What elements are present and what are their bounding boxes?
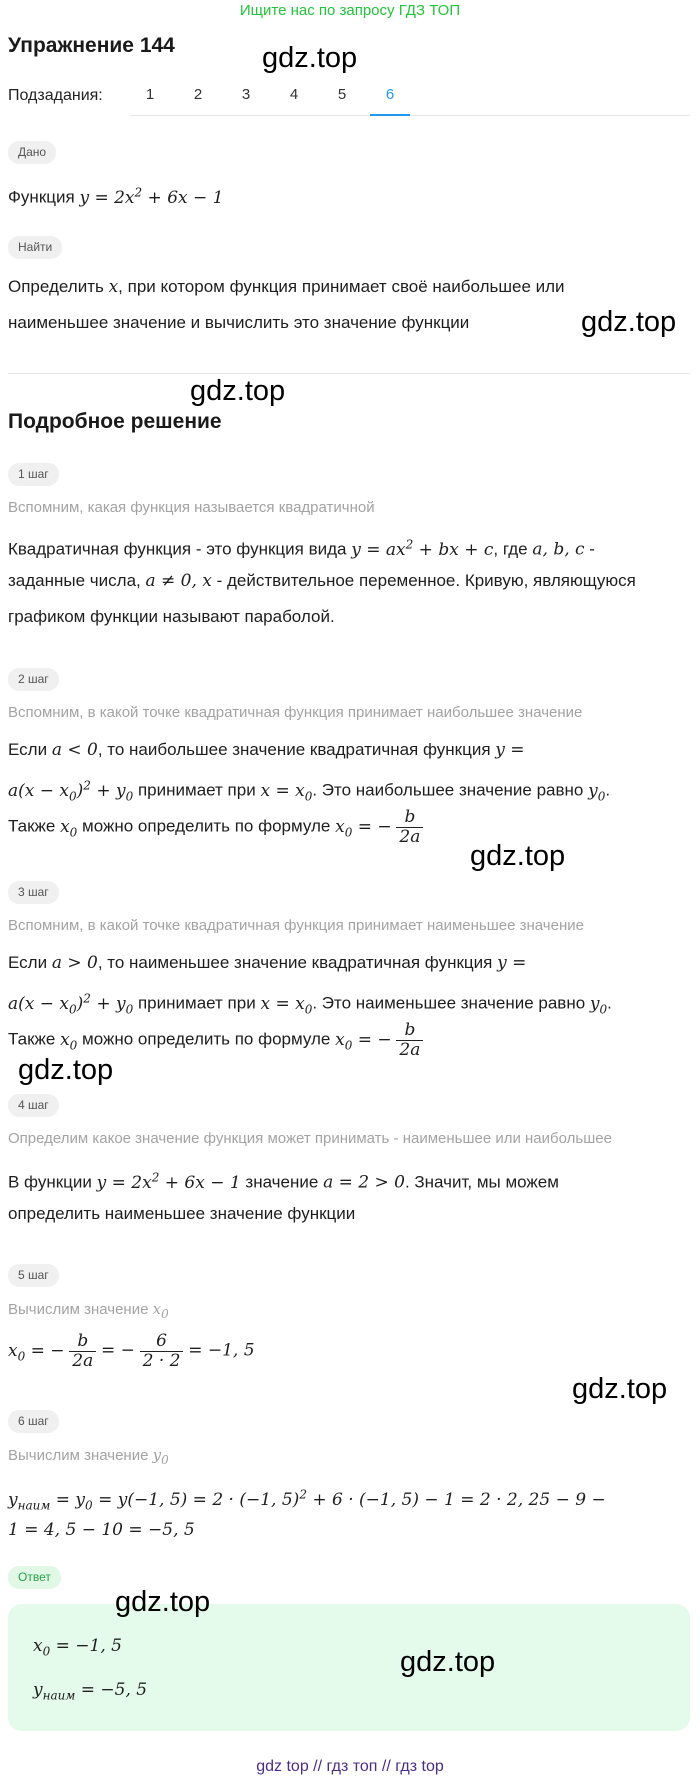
subtask-tab-1[interactable]: 1 bbox=[145, 86, 155, 103]
step-tag: 3 шаг bbox=[8, 881, 59, 904]
step-1-line-1: Квадратичная функция - это функция вида $y = ax^2$ + bx + c, где a, b, c - bbox=[8, 537, 595, 560]
footer-links bbox=[0, 1758, 700, 1776]
step-hint: Вычислим значение $y_0$ bbox=[8, 1446, 169, 1467]
step-hint: Определим какое значение функция может принимать - наименьшее или наибольшее bbox=[8, 1130, 612, 1147]
step-5-formula: $x_0$ = − $\frac{b}{2a}$ = − $\frac{6}{2 \cdot 2}$ = −1, 5 bbox=[8, 1331, 255, 1371]
given-formula: $y = 2x^2 + 6x - 1$ bbox=[79, 185, 224, 208]
fraction: $\frac{6}{2 \cdot 2}$ bbox=[140, 1332, 184, 1370]
step-2-line-2: $a(x - x_0)^2 + y_0$ принимает при $x = x_0$. Это наибольшее значение равно $y_0$. bbox=[8, 778, 611, 804]
answer-y: $y_{наим} = -5$, 5 bbox=[33, 1680, 148, 1703]
watermark: gdz.top bbox=[581, 306, 677, 338]
step-3-line-1: Если a > 0, то наименьшее значение квадратичная функция y = bbox=[8, 953, 527, 973]
divider bbox=[8, 373, 690, 374]
watermark: gdz.top bbox=[572, 1373, 668, 1405]
step-6-line-1: $y_{наим} = y_0 = y(-1$, 5) = 2 · (−1, 5)$^2$ + 6 · (−1, 5) − 1 = 2 · 2, 25 − 9 − bbox=[8, 1487, 606, 1513]
step-2-line-1: Если a < 0, то наибольшее значение квадратичная функция y = bbox=[8, 740, 525, 760]
footer-separator: // bbox=[313, 1758, 323, 1775]
step-tag: 6 шаг bbox=[8, 1410, 59, 1433]
given-text bbox=[8, 175, 223, 216]
step-2-line-3: Также $x_0$ можно определить по формуле $x_0$ = − $\frac{b}{2a}$ bbox=[8, 808, 423, 850]
find-tag: Найти bbox=[8, 236, 62, 259]
step-tag: 5 шаг bbox=[8, 1264, 59, 1287]
find-line-2: наименьшее значение и вычислить это значение функции bbox=[8, 313, 470, 332]
step-3-line-3: Также $x_0$ можно определить по формуле $x_0$ = − $\frac{b}{2a}$ bbox=[8, 1021, 423, 1063]
subtasks-label: Подзадания: bbox=[8, 87, 103, 104]
search-banner[interactable]: Ищите нас по запросу ГДЗ ТОП bbox=[239, 2, 461, 19]
footer-link[interactable]: gdz top bbox=[256, 1758, 309, 1775]
subtask-tab-3[interactable]: 3 bbox=[241, 86, 251, 103]
page-title: Упражнение 144 bbox=[8, 34, 175, 57]
subtask-tab-5[interactable]: 5 bbox=[337, 86, 347, 103]
step-hint: Вычислим значение $x_0$ bbox=[8, 1300, 169, 1321]
step-1-line-2: заданные числа, a ≠ 0, x - действительное переменное. Кривую, являющуюся bbox=[8, 571, 636, 591]
answer-tag: Ответ bbox=[8, 1566, 61, 1589]
watermark: gdz.top bbox=[262, 42, 358, 74]
find-line-1: Определить x, при котором функция принимает своё наибольшее или bbox=[8, 277, 565, 297]
watermark: gdz.top bbox=[400, 1646, 496, 1678]
footer-separator: // bbox=[381, 1758, 391, 1775]
watermark: gdz.top bbox=[470, 840, 566, 872]
given-label: Функция bbox=[8, 187, 75, 207]
step-4-line-2: определить наименьшее значение функции bbox=[8, 1204, 356, 1223]
step-tag: 2 шаг bbox=[8, 668, 59, 691]
footer-link[interactable]: гдз top bbox=[395, 1758, 444, 1775]
footer-link[interactable]: гдз топ bbox=[326, 1758, 378, 1775]
subtask-tab-2[interactable]: 2 bbox=[193, 86, 203, 103]
solution-title: Подробное решение bbox=[8, 410, 222, 433]
subtask-tab-4[interactable]: 4 bbox=[289, 86, 299, 103]
step-tag: 4 шаг bbox=[8, 1094, 59, 1117]
step-tag: 1 шаг bbox=[8, 463, 59, 486]
answer-x: $x_0 = -1$, 5 bbox=[33, 1636, 122, 1659]
step-4-line-1: В функции $y = 2x^2 + 6x - 1$ значение a = 2 > 0. Значит, мы можем bbox=[8, 1170, 559, 1193]
watermark: gdz.top bbox=[18, 1054, 114, 1086]
step-1-line-3: графиком функции называют параболой. bbox=[8, 607, 335, 626]
subtask-tab-6[interactable]: 6 bbox=[370, 86, 410, 116]
watermark: gdz.top bbox=[115, 1586, 211, 1618]
fraction: $\frac{b}{2a}$ bbox=[396, 1021, 423, 1059]
watermark: gdz.top bbox=[190, 375, 286, 407]
step-hint: Вспомним, в какой точке квадратичная функция принимает наибольшее значение bbox=[8, 704, 583, 721]
fraction: $\frac{b}{2a}$ bbox=[69, 1332, 96, 1370]
fraction: $\frac{b}{2a}$ bbox=[396, 808, 423, 846]
step-6-line-2: 1 = 4, 5 − 10 = −5, 5 bbox=[8, 1520, 195, 1540]
step-hint: Вспомним, в какой точке квадратичная функция принимает наименьшее значение bbox=[8, 917, 584, 934]
step-hint: Вспомним, какая функция называется квадратичной bbox=[8, 499, 375, 516]
given-tag: Дано bbox=[8, 141, 56, 164]
step-3-line-2: $a(x - x_0)^2 + y_0$ принимает при $x = x_0$. Это наименьшее значение равно $y_0$. bbox=[8, 991, 612, 1017]
subtask-tabs bbox=[130, 80, 690, 116]
